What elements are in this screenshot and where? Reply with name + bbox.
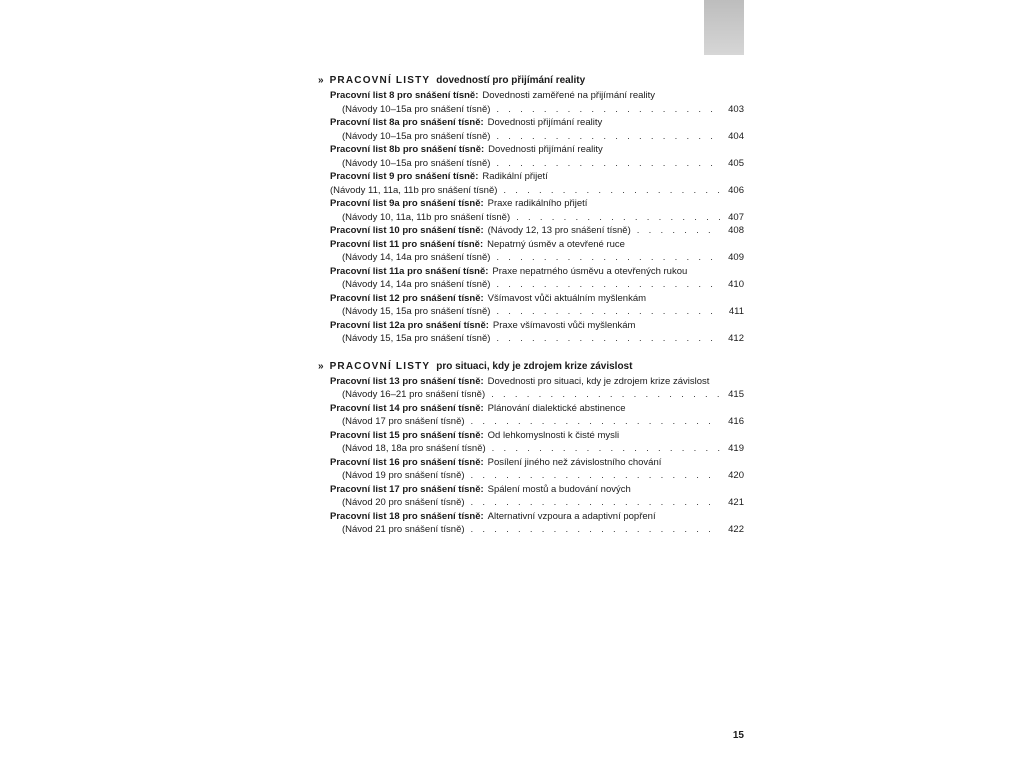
- entry-page: 409: [728, 252, 744, 263]
- entry-title: Pracovní list 9a pro snášení tísně:: [330, 198, 484, 209]
- entry-page: 410: [728, 279, 744, 290]
- leader-dots: [471, 523, 720, 537]
- entry-detail-line: [330, 442, 744, 456]
- entry-detail: (Návody 10–15a pro snášení tísně): [342, 157, 491, 169]
- section-heading-rest: pro situaci, kdy je zdrojem krize závislost: [436, 360, 633, 372]
- entry-heading-line: [330, 510, 744, 524]
- table-of-contents: [318, 74, 744, 551]
- entry-subtitle: Od lehkomyslnosti k čisté mysli: [487, 429, 620, 441]
- toc-entry[interactable]: [330, 402, 744, 429]
- entry-heading-line: [330, 429, 744, 443]
- entry-title: Pracovní list 14 pro snášení tísně:: [330, 402, 484, 414]
- entry-title: Pracovní list 17 pro snášení tísně:: [330, 483, 484, 495]
- entry-subtitle: Spálení mostů a budování nových: [487, 483, 631, 495]
- entry-detail: (Návod 19 pro snášení tísně): [342, 470, 465, 481]
- leader-dots: [516, 211, 720, 225]
- toc-entries: [318, 375, 744, 537]
- entry-subtitle: (Návody 12, 13 pro snášení tísně): [487, 225, 631, 236]
- toc-section: [318, 360, 744, 537]
- entry-detail: (Návody 14, 14a pro snášení tísně): [342, 279, 491, 290]
- entry-detail: (Návod 17 pro snášení tísně): [342, 416, 465, 427]
- entry-subtitle: Posílení jiného než závislostního chování: [487, 456, 662, 468]
- entry-detail: (Návody 15, 15a pro snášení tísně): [342, 333, 491, 344]
- entry-title: Pracovní list 12a pro snášení tísně:: [330, 319, 489, 331]
- entry-heading-line: [330, 375, 744, 389]
- entry-page: 422: [728, 524, 744, 535]
- entry-detail-line: [330, 184, 744, 198]
- entry-heading-line: [330, 89, 744, 103]
- entry-detail-line: [330, 251, 744, 265]
- entry-detail-line: [330, 103, 744, 117]
- entry-detail-line: [330, 130, 744, 144]
- section-heading: [318, 74, 744, 88]
- toc-entry[interactable]: [330, 143, 744, 170]
- toc-entry[interactable]: [330, 510, 744, 537]
- entry-detail: (Návody 15, 15a pro snášení tísně): [342, 306, 491, 317]
- entry-page: 415: [728, 389, 744, 400]
- entry-detail-line: [330, 157, 744, 171]
- leader-dots: [496, 103, 720, 117]
- entry-page: 406: [728, 184, 744, 196]
- entry-title: Pracovní list 8b pro snášení tísně:: [330, 144, 485, 155]
- toc-entries: [318, 89, 744, 346]
- entry-heading-line: [330, 483, 744, 497]
- entry-title: Pracovní list 8a pro snášení tísně:: [330, 117, 484, 128]
- entry-page: 421: [728, 497, 744, 508]
- entry-page: 412: [728, 333, 744, 344]
- entry-heading-line: [330, 292, 744, 306]
- entry-heading-line: [330, 170, 744, 184]
- entry-heading-line: [330, 238, 744, 252]
- entry-page: 416: [728, 416, 744, 427]
- entry-detail: (Návody 10, 11a, 11b pro snášení tísně): [342, 211, 511, 223]
- entry-title: Pracovní list 11a pro snášení tísně:: [330, 265, 489, 277]
- entry-detail: (Návody 11, 11a, 11b pro snášení tísně): [330, 184, 498, 196]
- entry-subtitle: Praxe nepatrného úsměvu a otevřených rukou: [492, 265, 688, 277]
- entry-subtitle: Nepatrný úsměv a otevřené ruce: [487, 238, 625, 250]
- toc-entry[interactable]: [330, 197, 744, 224]
- entry-title: Pracovní list 8 pro snášení tísně:: [330, 90, 479, 101]
- entry-subtitle: Dovednosti zaměřené na přijímání reality: [482, 90, 656, 101]
- toc-entry[interactable]: [330, 456, 744, 483]
- entry-detail-line: [330, 388, 744, 402]
- section-heading: [318, 360, 744, 374]
- entry-title: Pracovní list 15 pro snášení tísně:: [330, 429, 484, 441]
- entry-subtitle: Alternativní vzpoura a adaptivní popření: [487, 510, 656, 522]
- section-heading-marker: »: [318, 75, 324, 86]
- leader-dots: [491, 388, 720, 402]
- entry-detail-line: [330, 523, 744, 537]
- toc-entry[interactable]: [330, 238, 744, 265]
- entry-detail-line: [330, 332, 744, 346]
- toc-entry[interactable]: [330, 292, 744, 319]
- toc-entry[interactable]: [330, 170, 744, 197]
- toc-section: [318, 74, 744, 346]
- entry-page: 405: [728, 157, 744, 169]
- entry-page: 420: [728, 470, 744, 481]
- leader-dots: [471, 496, 720, 510]
- entry-detail: (Návod 21 pro snášení tísně): [342, 524, 465, 535]
- toc-entry[interactable]: [330, 483, 744, 510]
- toc-entry[interactable]: [330, 116, 744, 143]
- leader-dots: [471, 415, 720, 429]
- toc-entry[interactable]: [330, 375, 744, 402]
- leader-dots: [496, 278, 720, 292]
- toc-entry[interactable]: [330, 89, 744, 116]
- entry-page: 407: [728, 211, 744, 223]
- section-heading-rest: dovedností pro přijímání reality: [436, 75, 586, 86]
- entry-title: Pracovní list 10 pro snášení tísně:: [330, 225, 484, 236]
- entry-heading-line: [330, 456, 744, 470]
- toc-entry[interactable]: [330, 319, 744, 346]
- entry-title: Pracovní list 13 pro snášení tísně:: [330, 375, 484, 387]
- entry-subtitle: Radikální přijetí: [482, 171, 548, 182]
- entry-heading-line: [330, 402, 744, 416]
- entry-heading-line: [330, 319, 744, 333]
- entry-subtitle: Praxe všímavosti vůči myšlenkám: [492, 319, 636, 331]
- entry-subtitle: Plánování dialektické abstinence: [487, 402, 626, 414]
- leader-dots: [471, 469, 720, 483]
- entry-detail: (Návody 16–21 pro snášení tísně): [342, 389, 486, 400]
- entry-detail-line: [330, 469, 744, 483]
- entry-title: Pracovní list 16 pro snášení tísně:: [330, 456, 484, 468]
- entry-detail-line: [330, 415, 744, 429]
- entry-detail: (Návody 10–15a pro snášení tísně): [342, 103, 491, 115]
- leader-dots: [496, 332, 720, 346]
- section-heading-caps: PRACOVNÍ LISTY: [329, 360, 431, 372]
- entry-title: Pracovní list 9 pro snášení tísně:: [330, 171, 479, 182]
- entry-detail: (Návody 14, 14a pro snášení tísně): [342, 252, 491, 263]
- toc-entry[interactable]: [330, 224, 744, 238]
- leader-dots: [496, 251, 720, 265]
- leader-dots: [637, 224, 720, 238]
- leader-dots: [503, 184, 720, 198]
- entry-title: Pracovní list 11 pro snášení tísně:: [330, 238, 484, 250]
- leader-dots: [496, 157, 720, 171]
- entry-detail-line: [330, 211, 744, 225]
- entry-page: 419: [728, 443, 744, 454]
- entry-subtitle: Praxe radikálního přijetí: [487, 198, 588, 209]
- entry-detail: (Návod 20 pro snášení tísně): [342, 497, 465, 508]
- section-heading-caps: PRACOVNÍ LISTY: [329, 75, 431, 86]
- entry-detail-line: [330, 496, 744, 510]
- entry-subtitle: Dovednosti přijímání reality: [488, 144, 603, 155]
- entry-heading-line: [330, 197, 744, 211]
- page-number: 15: [732, 730, 744, 741]
- entry-title: Pracovní list 18 pro snášení tísně:: [330, 510, 484, 522]
- entry-subtitle: Dovednosti přijímání reality: [487, 117, 603, 128]
- entry-subtitle: Dovednosti pro situaci, kdy je zdrojem krize závislost: [487, 375, 710, 387]
- entry-page: 404: [728, 130, 744, 142]
- entry-detail: (Návod 18, 18a pro snášení tísně): [342, 443, 486, 454]
- section-heading-marker: »: [318, 360, 324, 372]
- entry-detail-line: [330, 278, 744, 292]
- entry-heading-line: [330, 116, 744, 130]
- leader-dots: [496, 305, 720, 319]
- entry-detail-line: [330, 305, 744, 319]
- entry-page: 411: [728, 306, 744, 317]
- entry-page: 403: [728, 103, 744, 115]
- entry-detail: (Návody 10–15a pro snášení tísně): [342, 130, 491, 142]
- entry-title: Pracovní list 12 pro snášení tísně:: [330, 292, 484, 304]
- page-tab-marker: [704, 0, 744, 55]
- leader-dots: [492, 442, 720, 456]
- entry-heading-line: [330, 265, 744, 279]
- entry-page: 408: [728, 225, 744, 236]
- entry-subtitle: Všímavost vůči aktuálním myšlenkám: [487, 292, 647, 304]
- entry-line: [330, 224, 744, 238]
- toc-entry[interactable]: [330, 265, 744, 292]
- entry-heading-line: [330, 143, 744, 157]
- toc-entry[interactable]: [330, 429, 744, 456]
- leader-dots: [496, 130, 720, 144]
